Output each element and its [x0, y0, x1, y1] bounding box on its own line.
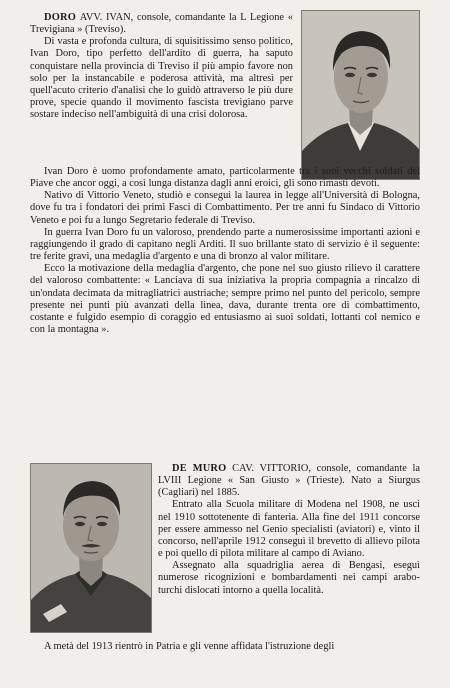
bio-demuro-name: DE MURO — [172, 463, 227, 474]
bio-doro-full-width — [30, 166, 420, 336]
bio-doro-title: AVV. IVAN — [79, 12, 131, 23]
bio-doro-paragraph-1: Di vasta e profonda cultura, di squisitissimo senso politico, Ivan Doro, tipo perfetto dell'ardito di guerra, ha saputo conquistare nella provincia di Treviso il più ampio favore non solo per la instancabile e poderosa attività, ma altresì per quell'acuto criterio d'analisi che lo guidò attraverso le più dure prove, specie quando il movimento fascista trevigiano parve sostare indeciso nell'ambiguità di una crisi dolorosa. — [30, 36, 293, 121]
portrait-photo-demuro — [30, 463, 152, 633]
bio-demuro-paragraph-1: Entrato alla Scuola militare di Modena nel 1908, ne uscì nel 1910 sottotenente di fanteria. Alla fine del 1911 concorse per essere ammesso nel Genio specialisti (aviatori) e, vinto il concorso, nell'aprile 1912 conseguì il brevetto di allievo pilota e poi quello di pilota militare al campo di Aviano. — [158, 499, 420, 560]
bio-demuro-column — [158, 463, 420, 597]
bio-doro-intro: , console, comandante la L Legione « Trevigiana » (Treviso). — [30, 12, 293, 36]
bio-demuro-title: CAV. VITTORIO — [232, 463, 309, 474]
bio-doro-paragraph-4: In guerra Ivan Doro fu un valoroso, prendendo parte a numerosissime importanti azioni e raggiungendo il grado di capitano negli Arditi. Il suo brillante stato di servizio è il seguente: tre ferite gravi, una medaglia d'argento e una di bronzo al valor militare. — [30, 226, 420, 263]
bio-doro-paragraph-5: Ecco la motivazione della medaglia d'argento, che pone nel suo giusto rilievo il carattere del valoroso combattente: « Lanciava di sua iniziativa la propria compagnia a rincalzo di un'ondata decimata da mitragliatrici austriache; sempre primo nel punto del pericolo, sempre presente nei punti più avanzati della linea, dava, durante trenta ore di combattimento, costante e fulgido esempio di coraggio ed entusiasmo ai suoi soldati, lottanti col nemico e con la montagna ». — [30, 263, 420, 336]
bio-demuro-paragraph-3: A metà del 1913 rientrò in Patria e gli venne affidata l'istruzione degli — [44, 641, 335, 652]
bio-demuro-paragraph-2a — [158, 560, 420, 596]
bio-doro-paragraph-3: Nativo di Vittorio Veneto, studiò e conseguì la laurea in legge all'Università di Bologna, dove fu tra i fondatori dei primi Fasci di Combattimento. Per tre anni fu Sindaco di Vittorio Veneto e poi fu a lungo Segretario federale di Treviso. — [30, 190, 420, 226]
bio-demuro-intro: , console, comandante la LVIII Legione « San Giusto » (Trieste). Nato a Siurgus (Cagliari) nel 1885. — [158, 463, 420, 499]
bio-demuro-paragraph-2: Assegnato alla squadriglia aerea di Bengasi, eseguì numerose ricognizioni e bombardamenti nei campi arabo-turchi dislocati intorno a quella località. — [158, 560, 420, 596]
bio-doro-paragraph-2: Ivan Doro è uomo profondamente amato, particolarmente tra i suoi vecchi soldati del Piave che ancor oggi, a così lunga distanza dagli anni eroici, gli sono rimasti devoti. — [30, 166, 420, 190]
bio-doro-column — [30, 12, 293, 121]
portrait-photo-doro — [301, 10, 420, 180]
bio-doro-name: DORO — [44, 12, 76, 23]
bio-demuro-full-width — [30, 641, 420, 653]
